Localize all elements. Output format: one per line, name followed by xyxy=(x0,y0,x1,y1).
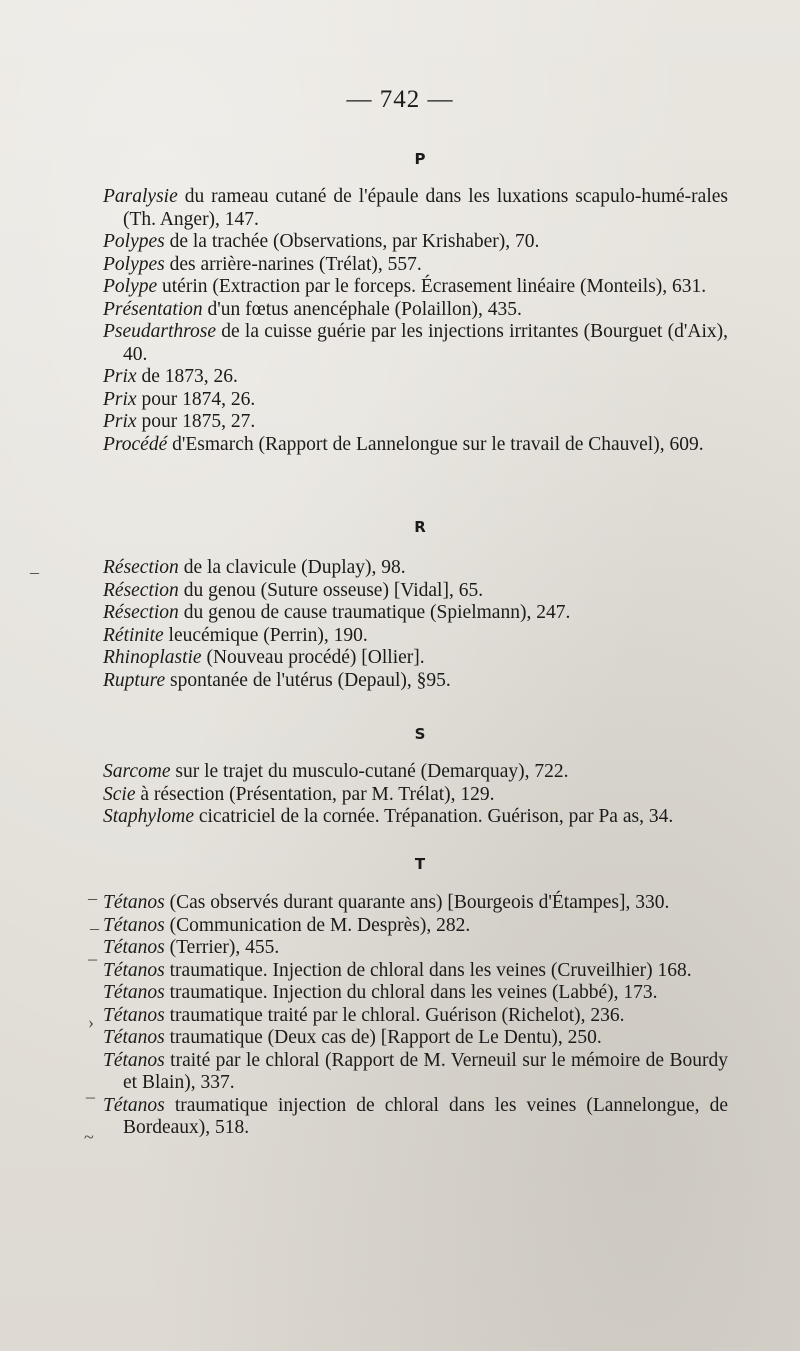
index-entry xyxy=(103,960,728,983)
index-entry xyxy=(103,937,728,960)
entry-text: traumatique traité par le chloral. Guérison (Richelot), 236. xyxy=(164,1004,625,1026)
index-entry xyxy=(103,1095,728,1140)
entry-text: leucémique (Perrin), 190. xyxy=(163,624,368,646)
section-letter-p: P xyxy=(414,150,426,168)
entry-term: Tétanos xyxy=(103,982,165,1003)
entry-term: Pseudarthrose xyxy=(103,321,217,342)
index-entry xyxy=(103,254,728,277)
section-letter-r: R xyxy=(414,518,426,536)
index-entry xyxy=(103,580,728,603)
entry-term: Prix xyxy=(103,366,137,387)
margin-tick-mark: – xyxy=(88,888,97,908)
index-entry xyxy=(103,784,728,807)
entry-text: pour 1875, 27. xyxy=(136,411,256,432)
index-entry xyxy=(103,982,728,1005)
entry-term: Polypes xyxy=(103,231,165,252)
index-entry xyxy=(103,670,728,693)
section-p-entries xyxy=(103,186,728,456)
entry-text: traumatique. Injection du chloral dans les veines (Labbé), 173. xyxy=(164,982,658,1003)
entry-text: de la trachée (Observations, par Krishaber), 70. xyxy=(164,231,540,252)
entry-term: Sarcome xyxy=(103,761,171,782)
entry-text: (Nouveau procédé) [Ollier]. xyxy=(201,647,425,668)
entry-text: des arrière-narines (Trélat), 557. xyxy=(164,253,422,275)
margin-tick-mark: – xyxy=(30,562,39,582)
index-entry xyxy=(103,434,728,457)
entry-term: Prix xyxy=(103,411,137,432)
entry-text: sur le trajet du musculo-cutané (Demarquay), 722. xyxy=(170,761,569,782)
index-entry xyxy=(103,1050,728,1095)
index-entry xyxy=(103,602,728,625)
index-entry xyxy=(103,366,728,389)
margin-tick-mark: _ xyxy=(88,942,97,962)
entry-term: Tétanos xyxy=(103,1094,165,1116)
page-number: — 742 — xyxy=(346,86,454,113)
entry-term: Rétinite xyxy=(103,624,164,646)
entry-term: Procédé xyxy=(103,433,168,455)
entry-text: traité par le chloral (Rapport de M. Verneuil sur le mémoire de Bourdy et Blain), 337. xyxy=(123,1049,728,1093)
margin-tick-mark: – xyxy=(90,918,99,938)
entry-text: pour 1874, 26. xyxy=(136,388,256,410)
section-r-entries xyxy=(103,557,728,692)
section-letter-t: T xyxy=(414,855,426,873)
entry-term: Prix xyxy=(103,388,137,410)
entry-term: Polypes xyxy=(103,253,165,275)
entry-term: Tétanos xyxy=(103,1004,165,1026)
entry-term: Présentation xyxy=(103,298,203,320)
entry-text: de 1873, 26. xyxy=(136,366,238,387)
entry-term: Staphylome xyxy=(103,806,194,827)
entry-term: Tétanos xyxy=(103,959,165,981)
index-entry xyxy=(103,806,728,829)
margin-tick-mark: › xyxy=(88,1012,94,1032)
index-entry xyxy=(103,647,728,670)
entry-term: Résection xyxy=(103,557,179,578)
entry-term: Scie xyxy=(103,783,136,805)
entry-text: (Cas observés durant quarante ans) [Bourgeois d'Étampes], 330. xyxy=(164,892,670,913)
entry-text: traumatique injection de chloral dans les veines (Lannelongue, de Bordeaux), 518. xyxy=(123,1094,728,1138)
index-entry xyxy=(103,411,728,434)
entry-term: Rhinoplastie xyxy=(103,647,202,668)
section-s-entries xyxy=(103,761,728,829)
entry-text: spontanée de l'utérus (Depaul), §95. xyxy=(165,669,451,691)
entry-term: Résection xyxy=(103,579,179,601)
section-letter-s: S xyxy=(414,725,426,743)
entry-text: du genou (Suture osseuse) [Vidal], 65. xyxy=(178,579,484,601)
entry-text: (Communication de M. Desprès), 282. xyxy=(164,914,471,936)
entry-term: Tétanos xyxy=(103,914,165,936)
index-entry xyxy=(103,892,728,915)
entry-term: Paralysie xyxy=(103,186,178,207)
index-entry xyxy=(103,276,728,299)
index-entry xyxy=(103,915,728,938)
entry-text: traumatique. Injection de chloral dans les veines (Cruveilhier) 168. xyxy=(164,959,692,981)
margin-tick-mark: _ xyxy=(86,1080,95,1100)
index-entry xyxy=(103,1027,728,1050)
entry-text: traumatique (Deux cas de) [Rapport de Le Dentu), 250. xyxy=(164,1027,602,1048)
entry-term: Tétanos xyxy=(103,1027,165,1048)
entry-text: d'un fœtus anencéphale (Polaillon), 435. xyxy=(202,298,522,320)
index-entry xyxy=(103,557,728,580)
index-entry xyxy=(103,299,728,322)
entry-text: utérin (Extraction par le forceps. Écrasement linéaire (Monteils), 631. xyxy=(157,276,707,297)
entry-text: de la cuisse guérie par les injections irritantes (Bourguet (d'Aix), 40. xyxy=(123,321,728,365)
entry-text: à résection (Présentation, par M. Trélat), 129. xyxy=(135,783,495,805)
index-entry xyxy=(103,1005,728,1028)
index-entry xyxy=(103,231,728,254)
entry-term: Tétanos xyxy=(103,1049,165,1071)
index-entry xyxy=(103,625,728,648)
entry-text: du genou de cause traumatique (Spielmann), 247. xyxy=(178,602,571,623)
entry-term: Rupture xyxy=(103,669,166,691)
entry-term: Polype xyxy=(103,276,158,297)
entry-text: cicatriciel de la cornée. Trépanation. Guérison, par Pa as, 34. xyxy=(193,806,674,827)
entry-text: du rameau cutané de l'épaule dans les luxations scapulo-humé-rales (Th. Anger), 147. xyxy=(123,186,728,230)
entry-text: d'Esmarch (Rapport de Lannelongue sur le travail de Chauvel), 609. xyxy=(167,433,704,455)
index-entry xyxy=(103,186,728,231)
entry-term: Tétanos xyxy=(103,892,165,913)
entry-text: (Terrier), 455. xyxy=(164,937,280,958)
entry-term: Résection xyxy=(103,602,179,623)
index-entry xyxy=(103,761,728,784)
index-entry xyxy=(103,389,728,412)
entry-text: de la clavicule (Duplay), 98. xyxy=(178,557,406,578)
section-t-entries xyxy=(103,892,728,1140)
index-entry xyxy=(103,321,728,366)
margin-tick-mark: ~ xyxy=(84,1127,94,1147)
entry-term: Tétanos xyxy=(103,937,165,958)
